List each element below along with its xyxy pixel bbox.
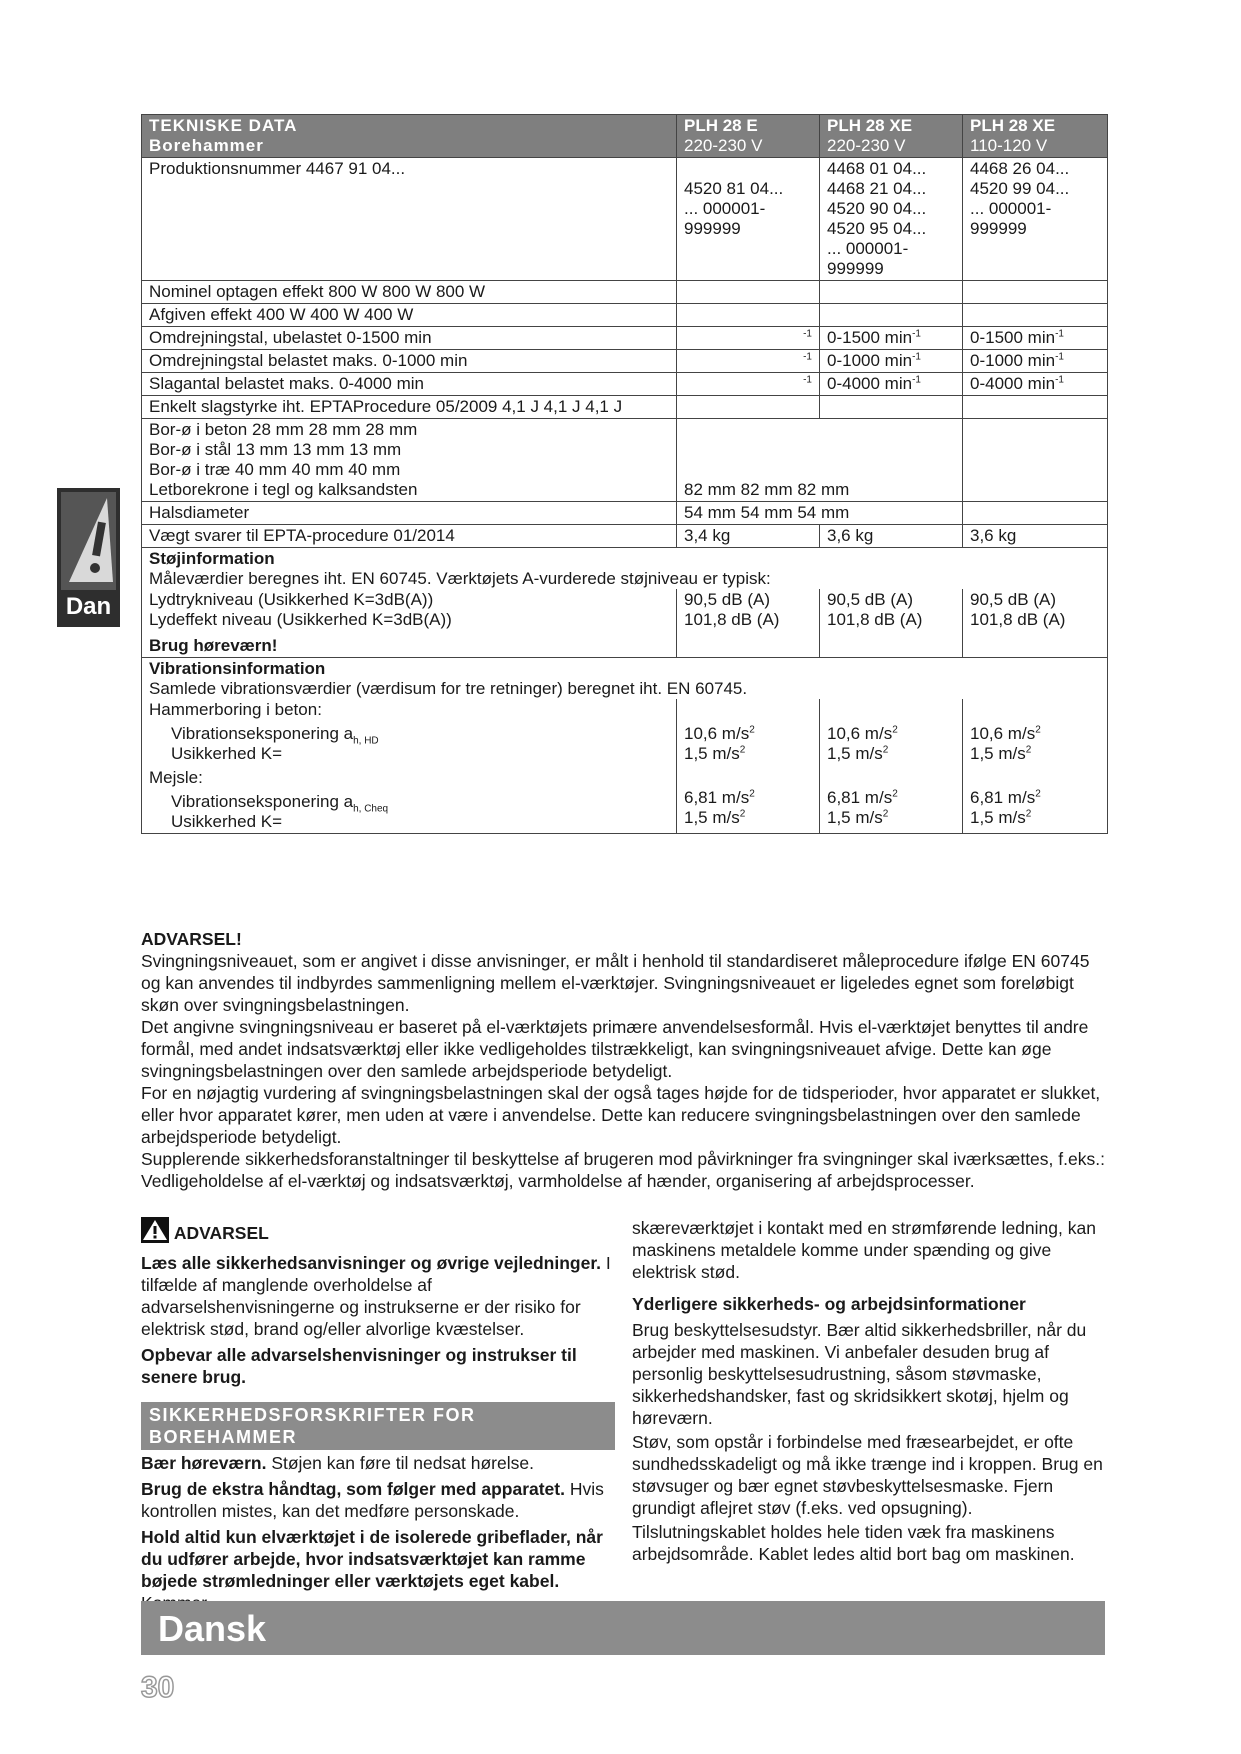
table-row: Nominel optagen effekt 800 W 800 W 800 W [142, 281, 1108, 304]
info-paragraph: Brug beskyttelsesudstyr. Bær altid sikkerhedsbriller, når du arbejder med maskinen. Vi anbefaler desuden brug af personlig beskyttelsesudrustning, såsom støvmaske, sikkerhedshandsker, fast og skridsikkert skotøj, hjelm og høreværn. [632, 1320, 1087, 1428]
header-title: TEKNISKE DATA Borehammer [142, 115, 677, 158]
vibration-values: Hammerboring i beton: Vibrationseksponering $a_{h, HD}$ Usikkerhed K= Mejsle: Vibrationseksponering $a_{h, Cheq}$ Usikkerhed K= 10,6 $m/s^2$ 1,5 $m/s^2$ 6,81 $m/s^2$ 1,5 $m/s^2$ 10,6 $m/s^2$ 1,5 $m/s^2$ 6,81 $m/s^2$ 1,5 $m/s^2$ 10,6 $m/s^2$ 1,5 $m/s^2$ 6,81 $m/s^2$ 1,5 $m/s^2$ [142, 699, 1108, 834]
table-row: Omdrejningstal, ubelastet 0-1500 min $^{-1}$ 0-1500 $\min^{-1}$ 0-1500 $\min^{-1}$ [142, 327, 1108, 350]
warning-paragraph: For en nøjagtig vurdering af svingningsbelastningen skal der også tages højde for de tidsperioder, hvor apparatet er slukket, eller hvor apparatet kører, men uden at være i anvendelse. Dette kan reducere svingningsbelastningen over den samlede arbejdsperiode betydeligt. [141, 1083, 1101, 1147]
table-row: Vægt svarer til EPTA-procedure 01/2014 3,4 kg 3,6 kg 3,6 kg [142, 525, 1108, 548]
read-instructions: Læs alle sikkerhedsanvisninger og øvrige vejledninger. I tilfælde af manglende overholdelse af advarselshenvisningerne og instrukserne er der risiko for elektrisk stød, brand og/eller alvorlige kvæstelser. [141, 1253, 611, 1339]
vibration-section: Vibrationsinformation Samlede vibrationsværdier (værdisum for tre retninger) beregnet iht. EN 60745. [142, 658, 1108, 700]
table-row: Slagantal belastet maks. 0-4000 min $^{-1}$ 0-4000 $\min^{-1}$ 0-4000 $\min^{-1}$ [142, 373, 1108, 396]
extra-handle: Brug de ekstra håndtag, som følger med apparatet. Hvis kontrollen mistes, kan det medføre personskade. [141, 1479, 604, 1521]
warning-paragraph: Svingningsniveauet, som er angivet i disse anvisninger, er målt i henhold til standardiseret måleprocedure ifølge EN 60745 og kan anvendes til indbyrdes sammenligning mellem el-værktøjer. Svingningsniveauet er ligeledes egnet som foreløbigt skøn over svingningsbelastningen. [141, 951, 1090, 1015]
hold-insulated: Hold altid kun elværktøjet i de isolerede gribeflader, når du udfører arbejde, hvor indsatsværktøjet kan ramme bøjede strømledninger eller værktøjets eget kabel. [141, 1527, 603, 1591]
more-info-heading: Yderligere sikkerheds- og arbejdsinformationer [632, 1294, 1026, 1314]
warning-icon [141, 1217, 169, 1248]
table-row: Bor-ø i beton 28 mm 28 mm 28 mm Bor-ø i stål 13 mm 13 mm 13 mm Bor-ø i træ 40 mm 40 mm 40 mm Letborekrone i tegl og kalksandsten 82 mm 82 mm 82 mm [142, 419, 1108, 502]
advarsel-heading: ADVARSEL [141, 1217, 615, 1248]
table-row: Produktionsnummer 4467 91 04... 4520 81 04... ... 000001-999999 4468 01 04... 4468 21 04... 4520 90 04... 4520 95 04... ... 000001-999999 4468 26 04... 4520 99 04... ... 000001-999999 [142, 158, 1108, 281]
noise-values: Lydtrykniveau (Usikkerhed K=3dB(A)) Lydeffekt niveau (Usikkerhed K=3dB(A)) Brug høreværn! 90,5 dB (A) 101,8 dB (A) 90,5 dB (A) 101,8 dB (A) 90,5 dB (A) 101,8 dB (A) [142, 589, 1108, 658]
table-row: Enkelt slagstyrke iht. EPTAProcedure 05/2009 4,1 J 4,1 J 4,1 J [142, 396, 1108, 419]
noise-section: Støjinformation Måleværdier beregnes iht. EN 60745. Værktøjets A-vurderede støjniveau er typisk: [142, 548, 1108, 590]
language-side-tab [57, 488, 120, 627]
table-row: Halsdiameter 54 mm 54 mm 54 mm [142, 502, 1108, 525]
info-paragraph: Støv, som opstår i forbindelse med fræsearbejdet, er ofte sundhedsskadeligt og må ikke trænge ind i kroppen. Brug en støvsuger og bær egnet støvbeskyttelsesmaske. Fjern grundigt aflejret støv (f.eks. ved opsugning). [632, 1432, 1103, 1518]
table-row: Afgiven effekt 400 W 400 W 400 W [142, 304, 1108, 327]
left-column [141, 1217, 615, 1614]
right-column [632, 1217, 1107, 1565]
keep-instructions: Opbevar alle advarselshenvisninger og instrukser til senere brug. [141, 1345, 577, 1387]
section-heading: SIKKERHEDSFORSKRIFTER FOR BOREHAMMER [141, 1402, 615, 1450]
warning-title: ADVARSEL! [141, 929, 242, 949]
warning-triangle-icon [61, 492, 116, 590]
warning-paragraph: Supplerende sikkerhedsforanstaltninger til beskyttelse af brugeren mod påvirkninger fra svingninger skal iværksættes, f.eks.: Vedligeholdelse af el-værktøj og indsatsværktøj, varmholdelse af hænder, organisering af arbejdsprocesser. [141, 1149, 1105, 1191]
page-number: 30 [141, 1671, 175, 1704]
continued-text: skæreværktøjet i kontakt med en strømførende ledning, kan maskinens metaldele komme under spænding og give elektrisk stød. [632, 1218, 1096, 1282]
language-bar [141, 1601, 1105, 1655]
header-model-1: PLH 28 E 220-230 V [677, 115, 820, 158]
vibration-warning-block [141, 928, 1107, 1192]
header-model-3: PLH 28 XE 110-120 V [963, 115, 1108, 158]
side-tab-label: Dan [65, 593, 112, 620]
info-paragraph: Tilslutningskablet holdes hele tiden væk fra maskinens arbejdsområde. Kablet ledes altid bort bag om maskinen. [632, 1522, 1075, 1564]
table-header [142, 115, 1108, 158]
technical-data-table [141, 114, 1108, 834]
warning-paragraph: Det angivne svingningsniveau er baseret på el-værktøjets primære anvendelsesformål. Hvis el-værktøjet benyttes til andre formål, med andet indsatsværktøj eller ikke vedligeholdes tilstrækkeligt, kan svingningsniveauet afvige. Dette kan øge svingningsbelastningen over den samlede arbejdsperiode betydeligt. [141, 1017, 1089, 1081]
language-label: Dansk [158, 1608, 267, 1649]
table-row: Omdrejningstal belastet maks. 0-1000 min $^{-1}$ 0-1000 $\min^{-1}$ 0-1000 $\min^{-1}$ [142, 350, 1108, 373]
ear-protection: Bær høreværn. Støjen kan føre til nedsat hørelse. [141, 1453, 534, 1473]
header-model-2: PLH 28 XE 220-230 V [820, 115, 963, 158]
